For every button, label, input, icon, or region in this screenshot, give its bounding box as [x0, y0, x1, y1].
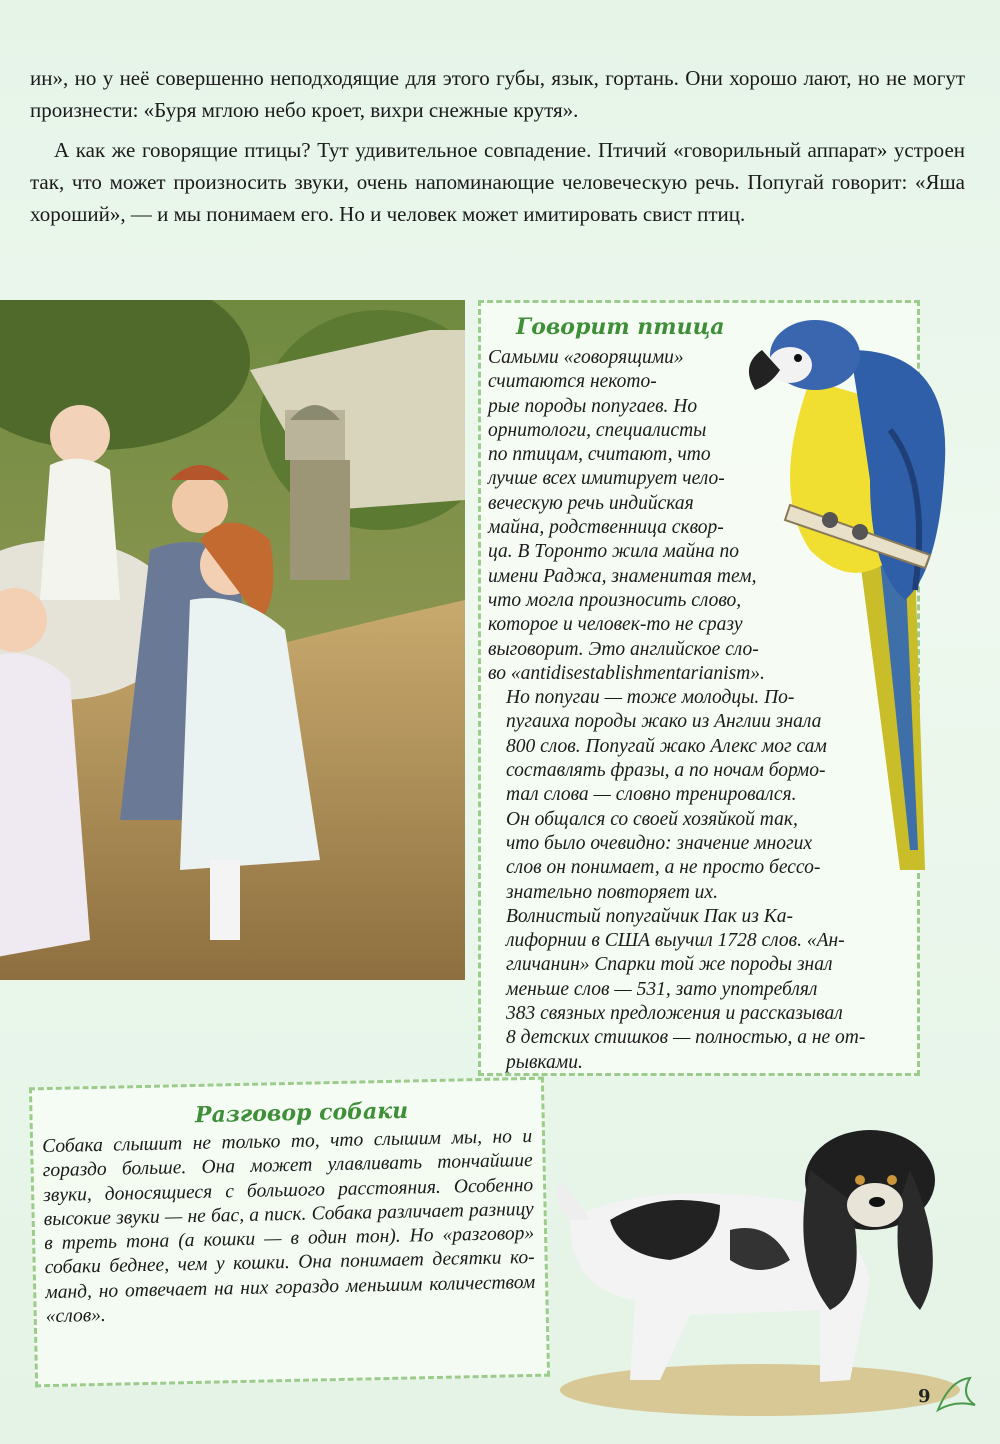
intro-text [30, 62, 965, 230]
bird-text-line: по птицам, считают, что [488, 444, 711, 466]
bird-text-line: имени Раджа, знаменитая тем, [488, 565, 757, 587]
bird-text-line: которое и человек-то не сразу [488, 614, 743, 636]
bird-text-line: лифорнии в США выучил 1728 слов. «Ан- [506, 930, 845, 952]
bird-text-line: веческую речь индийская [488, 492, 694, 514]
intro-paragraph-2: А как же говорящие птицы? Тут удивительное совпадение. Птичий «говорильный аппарат» устроен так, что может произносить звуки, очень напоминающие человеческую речь. Попугай говорит: «Яша хороший», — и мы понимаем его. Но и человек может имитировать свист птиц. [30, 138, 965, 226]
bird-text-line: слов он понимает, а не просто бессо- [506, 857, 821, 879]
intro-paragraph-1: ин», но у неё совершенно неподходящие для этого губы, язык, гортань. Они хорошо лают, но не могут произнести: «Буря мглою небо кроет, вихри снежные крутя». [30, 66, 965, 122]
dog-box-title: Разговор собаки [194, 1097, 409, 1129]
bird-text-line: Самыми «говорящими» [488, 347, 684, 368]
bird-text-line: 383 связных предложения и рассказывал [506, 1003, 843, 1025]
bird-text-line: 8 детских стишков — полностью, а не от- [506, 1027, 866, 1049]
bird-text-line: лучше всех имитирует чело- [488, 468, 725, 490]
bird-text-line: Он общался со своей хозяйкой так, [506, 808, 798, 830]
bird-text-line: что могла произносить слово, [488, 589, 742, 611]
page-number: 9 [918, 1386, 931, 1407]
painting-illustration [0, 300, 465, 980]
bird-text-line: рывками. [506, 1051, 583, 1073]
bird-text-line: выговорит. Это английское сло- [488, 638, 759, 660]
bird-text-line: орнитологи, специалисты [488, 419, 707, 441]
bird-text-line: Но попугаи — тоже молодцы. По- [506, 687, 795, 709]
bird-text-line: считаются некото- [488, 371, 657, 393]
bird-text-line: гличанин» Спарки той же породы знал [506, 954, 833, 976]
bird-paragraph-3 [488, 905, 880, 1075]
bird-text-line: знательно повторяет их. [506, 881, 718, 903]
bird-text-line: майна, родственница сквор- [488, 517, 724, 539]
corner-ornament-icon [930, 1370, 980, 1420]
spaniel-dog-illustration [550, 1110, 970, 1420]
bird-text-line: составлять фразы, а по ночам бормо- [506, 760, 826, 782]
painting-svg [0, 300, 465, 980]
bird-text-line: Волнистый попугайчик Пак из Ка- [506, 905, 793, 927]
bird-text-line: тал слова — словно тренировался. [506, 784, 797, 806]
bird-text-line: во «antidisestablishmentarianism». [488, 662, 765, 684]
dog-box-text: Собака слышит не только то, что слышим мы, но и гораздо больше. Она может улавливать тончайшие звуки, доносящиеся с большого расстояния. Особенно высокие звуки — не бас, а писк. Собака различает разницу в треть тона (а кошки — в один тон). Но «разговор» собаки беднее, чем у кошки. Она понимает десятки команд, но отвечает на них гораздо меньшим количеством «слов». [42, 1125, 536, 1328]
bird-text-line: меньше слов — 531, зато употреблял [506, 978, 818, 1000]
bird-text-line: ца. В Торонто жила майна по [488, 541, 740, 563]
macaw-parrot-illustration [740, 310, 985, 870]
bird-text-line: 800 слов. Попугай жако Алекс мог сам [506, 735, 827, 757]
bird-text-line: пугаиха породы жако из Англии знала [506, 711, 822, 733]
bird-text-line: рые породы попугаев. Но [488, 395, 698, 417]
bird-text-line: что было очевидно: значение многих [506, 832, 813, 854]
bird-box-title: Говорит птица [516, 314, 725, 340]
